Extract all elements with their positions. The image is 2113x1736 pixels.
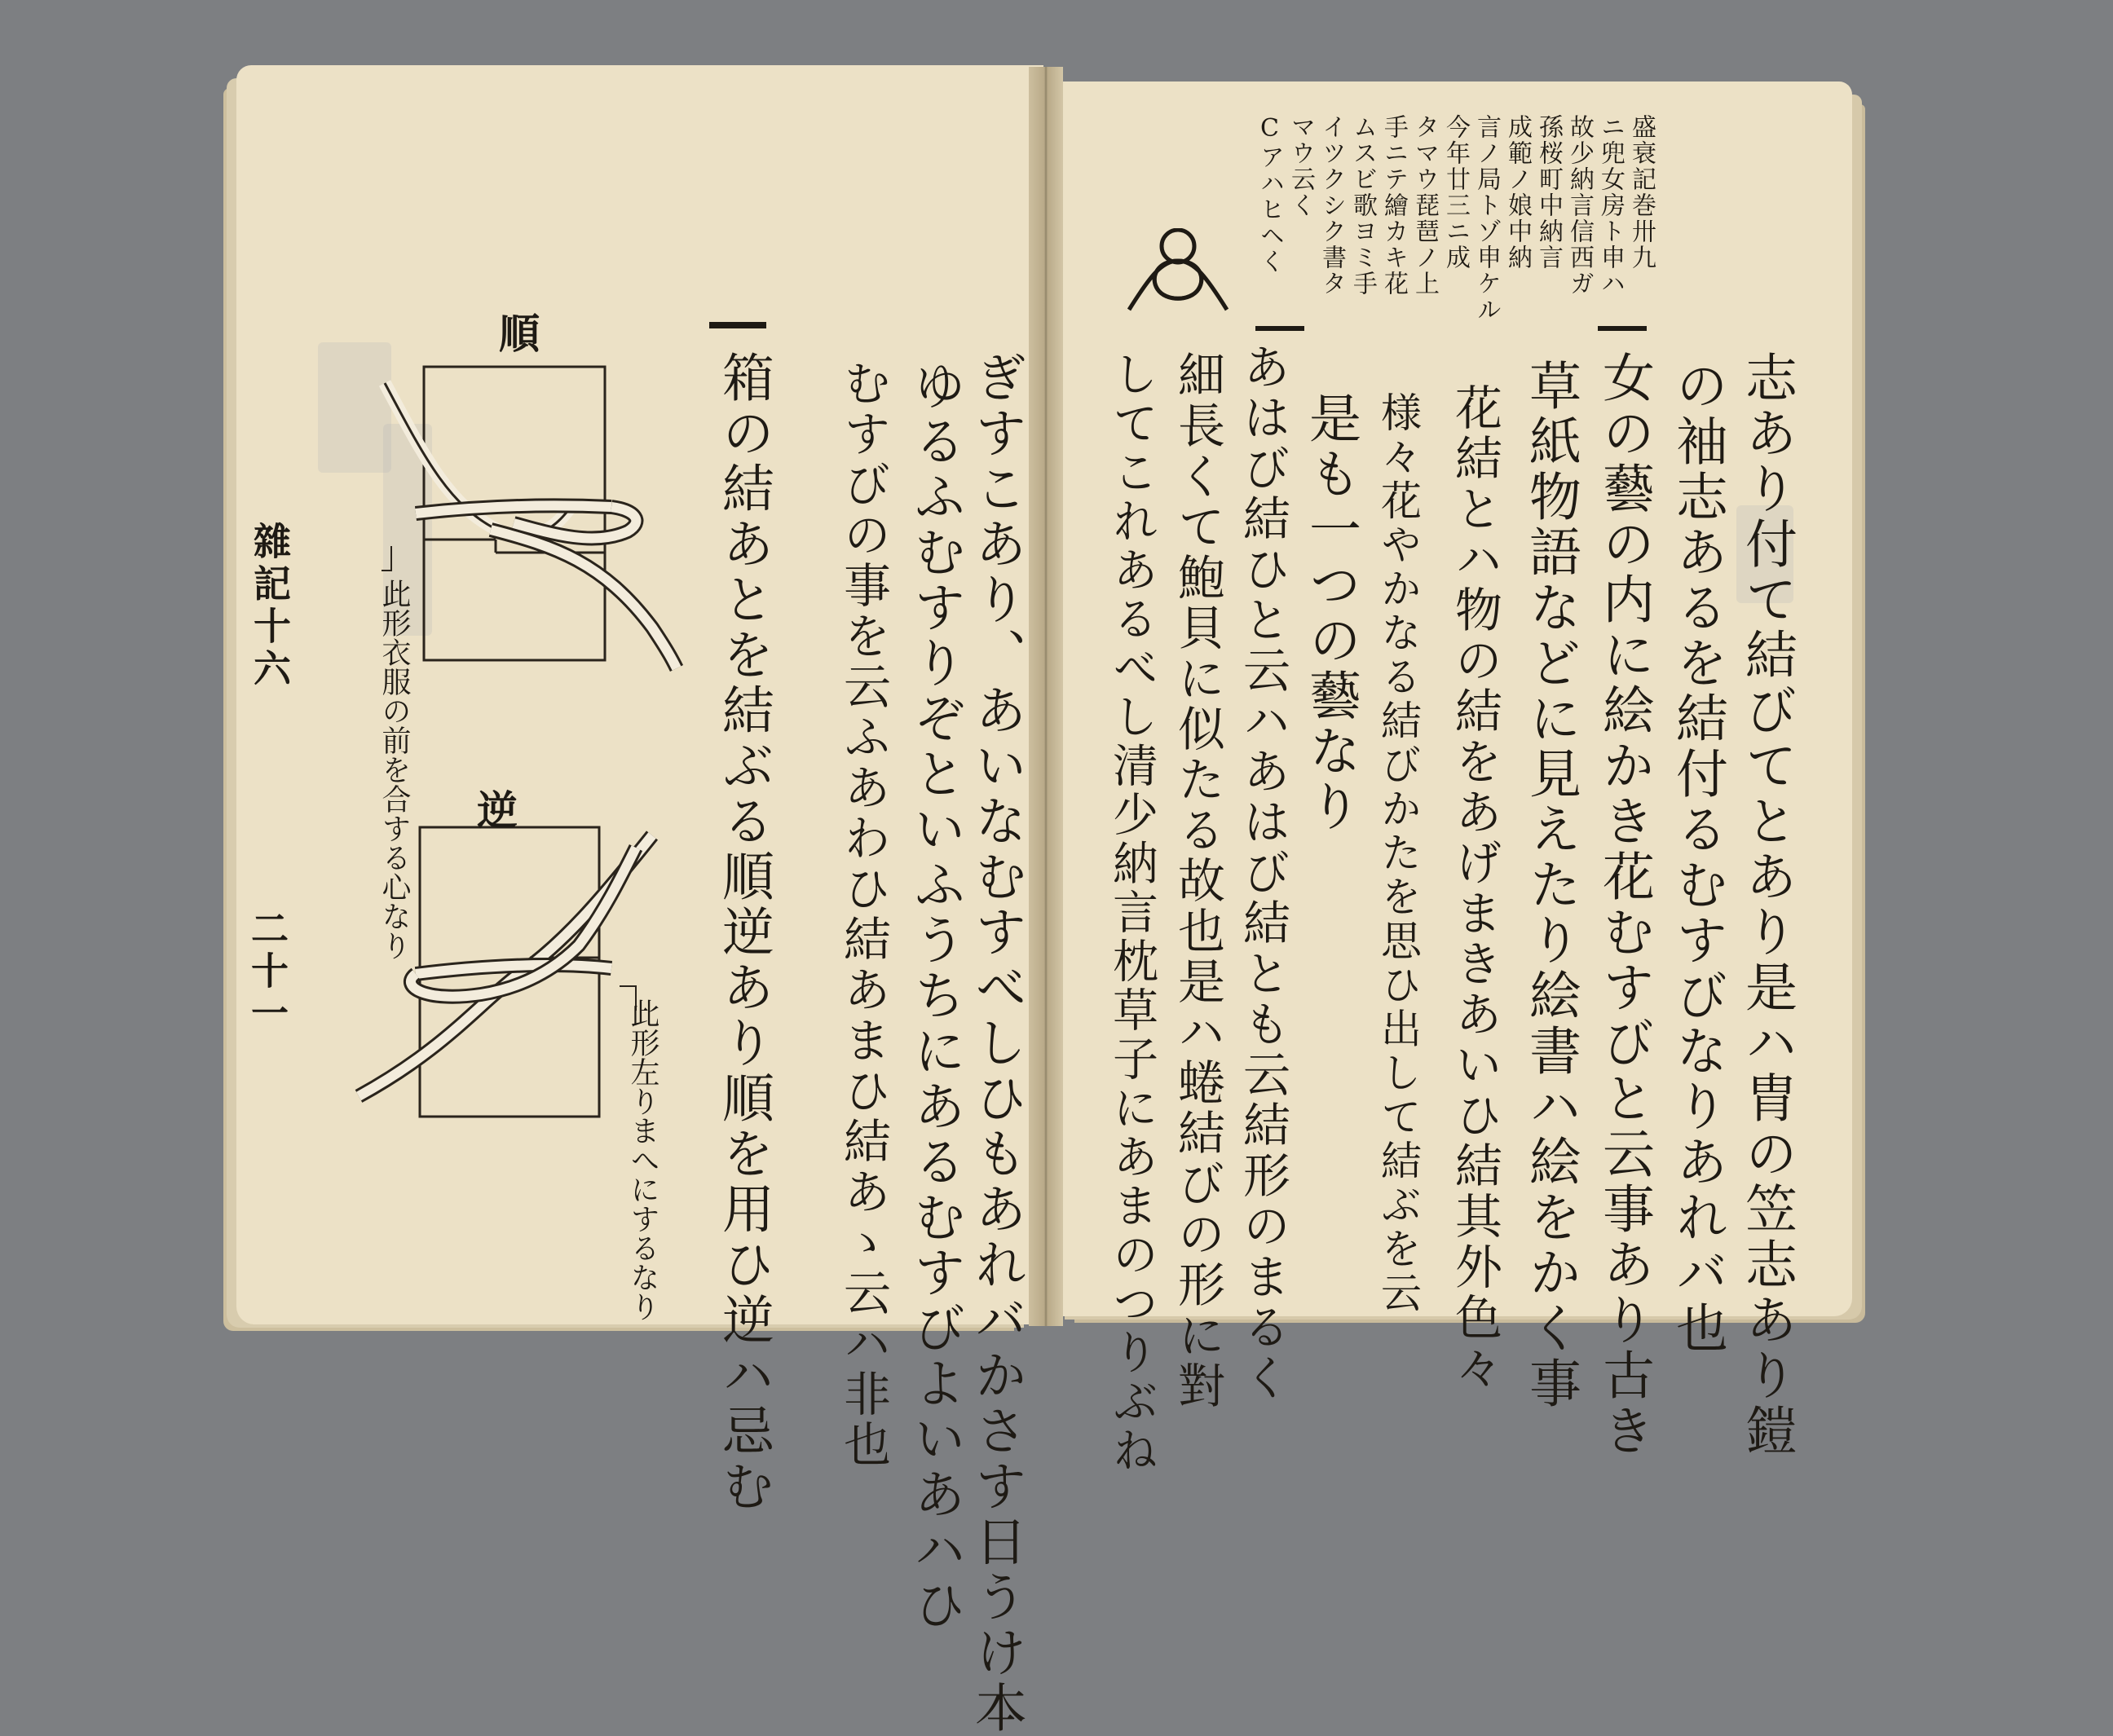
knot-diagram-jun: [382, 367, 677, 668]
annotation-column: 盛衰記巻卅九: [1627, 114, 1656, 271]
body-column-right-1: 志あり付て結びてとあり是ハ胄の笠志あり鎧: [1736, 350, 1797, 1459]
diagram-note-jun: 此形衣服の前を合する心なり: [377, 579, 411, 960]
body-column-right-8: あはび結ひと云ハあはび結とも云結形のまるく: [1235, 342, 1290, 1403]
annotation-column: 故少納言信西ガ: [1565, 114, 1594, 297]
body-column-right-5: 花結とハ物の結をあげまきあいひ結其外色々: [1447, 383, 1502, 1394]
body-column-left-1: 箱の結あとを結ぶる順逆あり順を用ひ逆ハ忌む: [713, 350, 774, 1514]
body-column-right-3: 女の藝の内に絵かき花むすびと云事あり古き: [1594, 350, 1654, 1459]
diagram-label-gyaku: 逆: [477, 786, 518, 835]
annotation-column: 今年廿三ニ成: [1441, 114, 1470, 271]
annotation-column: 手ニテ繪カキ花: [1379, 114, 1408, 297]
body-column-right-10: してこれあるべし清少納言枕草子にあまのつりぶね: [1105, 350, 1158, 1475]
section-title: 雜記十六: [248, 522, 292, 691]
body-column-left-2: むすびの事を云ふあわひ結あまひ結あゝ云ハ非也: [836, 359, 891, 1470]
annotation-column: イツクシク書タ: [1317, 114, 1346, 297]
body-column-right-6: 様々花やかなる結びかたを思ひ出して結ぶを云: [1374, 391, 1422, 1315]
body-column-right-4: 草紙物語などに見えたり絵書ハ絵をかく事: [1520, 359, 1581, 1412]
annotation-column: 孫桜町中納言: [1534, 114, 1563, 271]
page-number: 二十一: [245, 909, 289, 1036]
body-column-left-3: ゆるふむすりぞといふうちにあるむすびよいあハひ: [905, 359, 965, 1633]
knot-icon: [1117, 228, 1239, 326]
item-marker-right-small: [1255, 326, 1304, 331]
annotation-column: マウ云く: [1286, 114, 1315, 218]
diagram-label-jun: 順: [499, 310, 540, 358]
annotation-column: Cアハヒヘく: [1255, 114, 1284, 275]
body-column-right-9: 細長くて鮑貝に似たる故也是ハ蜷結びの形に對: [1170, 350, 1225, 1412]
annotation-column: ムスビ歌ヨミ手: [1348, 114, 1377, 297]
annotation-column: ニ兜女房ト申ハ: [1596, 114, 1625, 297]
body-column-left-4: ぎすこあり、あいなむすべしひもあれバかさす日うけ本: [966, 350, 1026, 1736]
annotation-column: タマウ琵琶ノ上: [1410, 114, 1439, 297]
header-annotation: [1254, 114, 1656, 334]
item-marker-right: [1598, 326, 1647, 331]
body-column-right-2: の袖志あるを結付るむすびなりあれバ也: [1667, 359, 1727, 1356]
diagram-note-gyaku: 此形左りまへにするなり: [626, 998, 659, 1321]
knot-diagrams: [310, 293, 734, 1190]
item-marker-left: [709, 322, 766, 328]
book-gutter: [1029, 67, 1063, 1326]
body-column-right-7: 是も一つの藝なり: [1300, 391, 1361, 835]
annotation-column: 言ノ局トゾ申ケル: [1472, 114, 1501, 323]
annotation-column: 成範ノ娘中納: [1503, 114, 1532, 271]
